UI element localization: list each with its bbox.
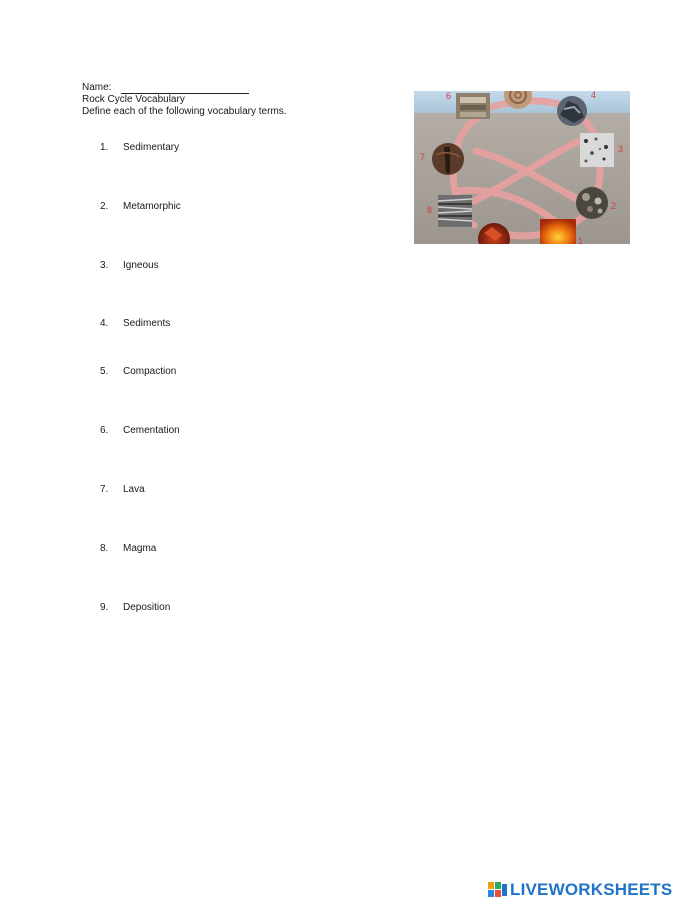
item-number: 4. xyxy=(100,318,109,329)
item-term: Lava xyxy=(123,484,145,495)
diagram-step-label: 8 xyxy=(427,205,433,215)
liveworksheets-brand[interactable]: LIVEWORKSHEETS xyxy=(510,880,673,899)
item-term: Metamorphic xyxy=(123,201,181,212)
worksheet-title: Rock Cycle Vocabulary xyxy=(82,94,185,105)
diagram-step-label: 3 xyxy=(618,144,624,154)
liveworksheets-logo-icon xyxy=(488,882,508,898)
item-number: 3. xyxy=(100,260,109,271)
diagram-step-label: 7 xyxy=(420,152,426,162)
vocabulary-item xyxy=(100,260,159,271)
vocabulary-item xyxy=(100,484,145,495)
item-number: 2. xyxy=(100,201,109,212)
rock-shale-image xyxy=(456,93,490,119)
vocabulary-item xyxy=(100,543,156,554)
item-number: 6. xyxy=(100,425,109,436)
vocabulary-item xyxy=(100,318,170,329)
item-number: 8. xyxy=(100,543,109,554)
name-label: Name: xyxy=(82,82,112,93)
rock-metamorphic-image xyxy=(557,96,587,126)
diagram-step-label: 1 xyxy=(578,236,584,244)
item-term: Sediments xyxy=(123,318,171,329)
item-number: 1. xyxy=(100,142,109,153)
item-number: 5. xyxy=(100,366,109,377)
worksheet-instructions: Define each of the following vocabulary terms. xyxy=(82,106,287,117)
item-term: Igneous xyxy=(123,260,159,271)
diagram-step-label: 2 xyxy=(611,201,617,211)
item-term: Compaction xyxy=(123,366,177,377)
rock-cycle-diagram xyxy=(414,91,630,244)
liveworksheets-footer xyxy=(488,880,672,900)
vocabulary-item xyxy=(100,201,181,212)
rock-granite-image xyxy=(580,133,614,167)
rock-conglomerate-image xyxy=(576,187,608,219)
item-term: Magma xyxy=(123,543,157,554)
diagram-step-label: 4 xyxy=(591,91,597,100)
lava-image xyxy=(540,219,576,244)
vocabulary-item xyxy=(100,142,179,153)
diagram-step-label: 6 xyxy=(446,91,452,101)
vocabulary-item xyxy=(100,425,180,436)
vocabulary-item xyxy=(100,366,176,377)
rock-gneiss-image xyxy=(438,195,472,227)
item-term: Sedimentary xyxy=(123,142,180,153)
item-term: Deposition xyxy=(123,602,171,613)
rock-basalt-image xyxy=(432,143,464,175)
item-number: 7. xyxy=(100,484,109,495)
item-term: Cementation xyxy=(123,425,180,436)
vocabulary-item xyxy=(100,602,170,613)
item-number: 9. xyxy=(100,602,109,613)
